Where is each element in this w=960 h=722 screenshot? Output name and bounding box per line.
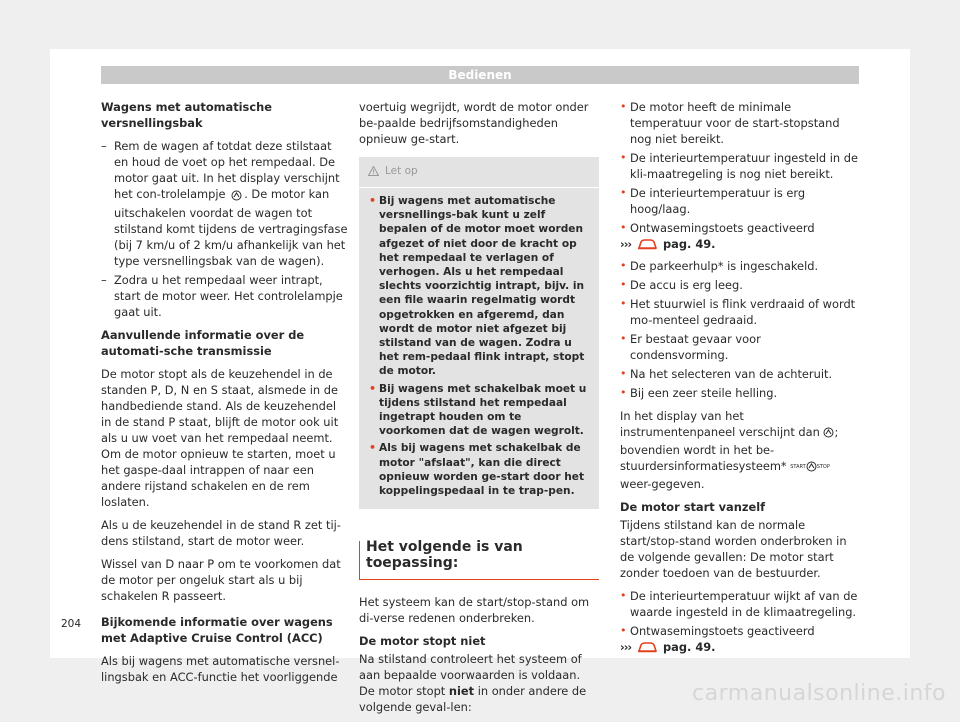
list-item xyxy=(620,220,860,236)
car-book-icon xyxy=(637,641,657,658)
column-3 xyxy=(620,99,860,661)
text-bold: niet xyxy=(448,684,475,699)
note-item xyxy=(369,382,589,439)
text-part: in onder andere de volgende geval-len: xyxy=(359,684,587,715)
note-item-text: Als bij wagens met schakelbak de motor "afslaat", kan die direct opnieuw worden ge-start door het koppelingspedaal in te trap-pen. xyxy=(379,442,585,498)
list-item xyxy=(620,623,860,639)
list-item xyxy=(620,296,860,328)
list-item-text: Er bestaat gevaar voor condensvorming. xyxy=(630,332,761,362)
note-item xyxy=(369,441,589,498)
paragraph: Als u de keuzehendel in de stand R zet tij-dens stilstand, start de motor weer. xyxy=(101,518,341,548)
bullet-dot: • xyxy=(620,221,627,234)
bullet-dot: • xyxy=(620,332,627,345)
car-book-icon xyxy=(637,238,657,255)
list-item-text: Bij een zeer steile helling. xyxy=(630,386,778,400)
list-item xyxy=(620,150,860,182)
bullet-dot: • xyxy=(369,381,377,395)
list-item-text: Het stuurwiel is flink verdraaid of wordt mo-menteel gedraaid. xyxy=(630,297,856,327)
bullet-dot: • xyxy=(620,367,627,380)
list-item-text: De accu is erg leeg. xyxy=(630,278,743,292)
list-item-text: De parkeerhulp* is ingeschakeld. xyxy=(630,259,819,273)
start-stop-icon xyxy=(231,189,242,205)
start-label: START xyxy=(790,464,806,470)
note-item-text: Bij wagens met automatische versnellings-bak kunt u zelf bepalen of de motor moet worden afgezet of niet door de kracht op het rempedaal te verlagen of verhogen. Als u het rempedaal slechts voorzichtig intrapt, bijv. in een file waarin regelmatig wordt opgetrokken en afgeremd, dan wordt de motor niet afgezet bij stilstand van de wagen. Zodra u het rem-pedaal flink intrapt, stopt de motor. xyxy=(379,195,585,378)
page-header: Bedienen xyxy=(101,66,859,84)
list-item xyxy=(620,99,860,147)
bullet-dot: • xyxy=(620,151,627,164)
dash-text: Zodra u het rempedaal weer intrapt, start de motor weer. Het controlelampje gaat uit. xyxy=(114,273,343,319)
arrows-icon: ››› xyxy=(620,640,632,654)
start-stop-icon xyxy=(823,426,834,442)
bullet-dot: • xyxy=(620,100,627,113)
column-1 xyxy=(101,99,349,692)
stop-label: STOP xyxy=(816,464,830,470)
list-item xyxy=(620,366,860,382)
bullet-dot: • xyxy=(369,194,377,207)
note-header xyxy=(359,157,599,188)
page-number: 204 xyxy=(61,618,82,630)
bullet-dot: • xyxy=(620,624,627,637)
paragraph: Tijdens stilstand kan de normale start/stop-stand worden onderbroken in de volgende gevallen: De motor start zonder toedoen van de bestuurder. xyxy=(620,518,847,580)
column-2 xyxy=(359,99,599,722)
dash-text-cont: . De motor kan uitschakelen voordat de wagen tot stilstand komt tijdens de vertragingsfase (bij 7 km/u of 2 km/u afhankelijk van het type versnellingsbak van de wagen). xyxy=(114,187,348,268)
paragraph: De motor stopt als de keuzehendel in de standen P, D, N en S staat, alsmede in de handbediende stand. Als de keuzehendel in de stand P staat, blijft de motor ook uit als u uw voet van het rempedaal neemt. Om de motor opnieuw te starten, moet u het gaspe-daal intrappen of naar een andere rijstand schakelen en de rem loslaten. xyxy=(101,367,339,509)
list-item-text: Na het selecteren van de achteruit. xyxy=(630,367,833,381)
page-reference-link[interactable] xyxy=(620,236,860,255)
paragraph xyxy=(620,408,860,492)
heading-motor-starts: De motor start vanzelf xyxy=(620,500,766,514)
list-item-text: Ontwasemingstoets geactiveerd xyxy=(630,221,815,235)
list-item-text: De interieurtemperatuur wijkt af van de waarde ingesteld in de klimaatregeling. xyxy=(630,589,858,619)
heading-motor-stops-not: De motor stopt niet xyxy=(359,634,486,649)
list-item xyxy=(620,185,860,217)
bullet-dot: • xyxy=(620,386,627,399)
text-part: In het display van het instrumentenpaneel verschijnt dan xyxy=(620,409,820,439)
heading-automatic-transmission: Wagens met automatische versnellingsbak xyxy=(101,100,272,130)
text-part: ; bovendien wordt in het be-stuurdersinformatiesysteem* xyxy=(620,425,839,473)
start-stop-icon xyxy=(806,460,817,476)
list-item xyxy=(620,258,860,274)
list-item xyxy=(620,588,860,620)
note-body xyxy=(359,188,599,498)
section-title: Het volgende is van toepassing: xyxy=(359,533,599,580)
dash-item xyxy=(101,272,349,320)
list-item-text: De motor heeft de minimale temperatuur voor de start-stopstand nog niet bereikt. xyxy=(630,100,840,146)
bullet-dot: • xyxy=(369,441,377,455)
dash-item xyxy=(101,138,349,269)
dash-marker: – xyxy=(101,139,107,153)
note-title: Let op xyxy=(385,165,418,177)
watermark: carmanualsonline.info xyxy=(692,681,946,706)
page-ref: pag. 49. xyxy=(663,640,716,654)
bullet-dot: • xyxy=(620,186,627,199)
warning-icon xyxy=(368,165,379,181)
heading-additional-info: Aanvullende informatie over de automati-sche transmissie xyxy=(101,328,305,358)
paragraph: Het systeem kan de start/stop-stand om di-verse redenen onderbreken. xyxy=(359,595,590,626)
note-item xyxy=(369,194,589,379)
page-reference-link[interactable] xyxy=(620,639,860,658)
paragraph xyxy=(359,651,599,715)
bullet-dot: • xyxy=(620,297,627,310)
note-box xyxy=(359,157,599,509)
paragraph: Wissel van D naar P om te voorkomen dat de motor per ongeluk start als u bij schakelen R passeert. xyxy=(101,557,341,603)
text-part: weer-gegeven. xyxy=(620,477,705,491)
list-item-text: De interieurtemperatuur ingesteld in de kli-maatregeling is nog niet bereikt. xyxy=(630,151,858,181)
bullet-dot: • xyxy=(620,259,627,272)
bullet-dot: • xyxy=(620,278,627,291)
bullet-dot: • xyxy=(620,589,627,602)
list-item xyxy=(620,385,860,401)
paragraph: voertuig wegrijdt, wordt de motor onder be-paalde bedrijfsomstandigheden opnieuw ge-start. xyxy=(359,100,589,146)
list-item-text: Ontwasemingstoets geactiveerd xyxy=(630,624,815,638)
note-item-text: Bij wagens met schakelbak moet u tijdens stilstand het rempedaal ingetrapt houden om te voorkomen dat de wagen wegrolt. xyxy=(379,382,587,438)
heading-acc: Bijkomende informatie over wagens met Adaptive Cruise Control (ACC) xyxy=(101,615,333,645)
dash-text: Rem de wagen af totdat deze stilstaat en houd de voet op het rempedaal. De motor gaat uit. In het display verschijnt het con-trolelampje xyxy=(114,139,340,201)
paragraph: Als bij wagens met automatische versnel-lingsbak en ACC-functie het voorliggende xyxy=(101,654,340,684)
arrows-icon: ››› xyxy=(620,237,632,251)
dash-marker: – xyxy=(101,273,107,287)
list-item xyxy=(620,277,860,293)
list-item-text: De interieurtemperatuur is erg hoog/laag. xyxy=(630,186,806,216)
page-ref: pag. 49. xyxy=(663,237,716,251)
list-item xyxy=(620,331,860,363)
text-part: Na stilstand controleert het systeem of aan bepaalde voorwaarden is voldaan. De motor stopt xyxy=(359,652,582,699)
